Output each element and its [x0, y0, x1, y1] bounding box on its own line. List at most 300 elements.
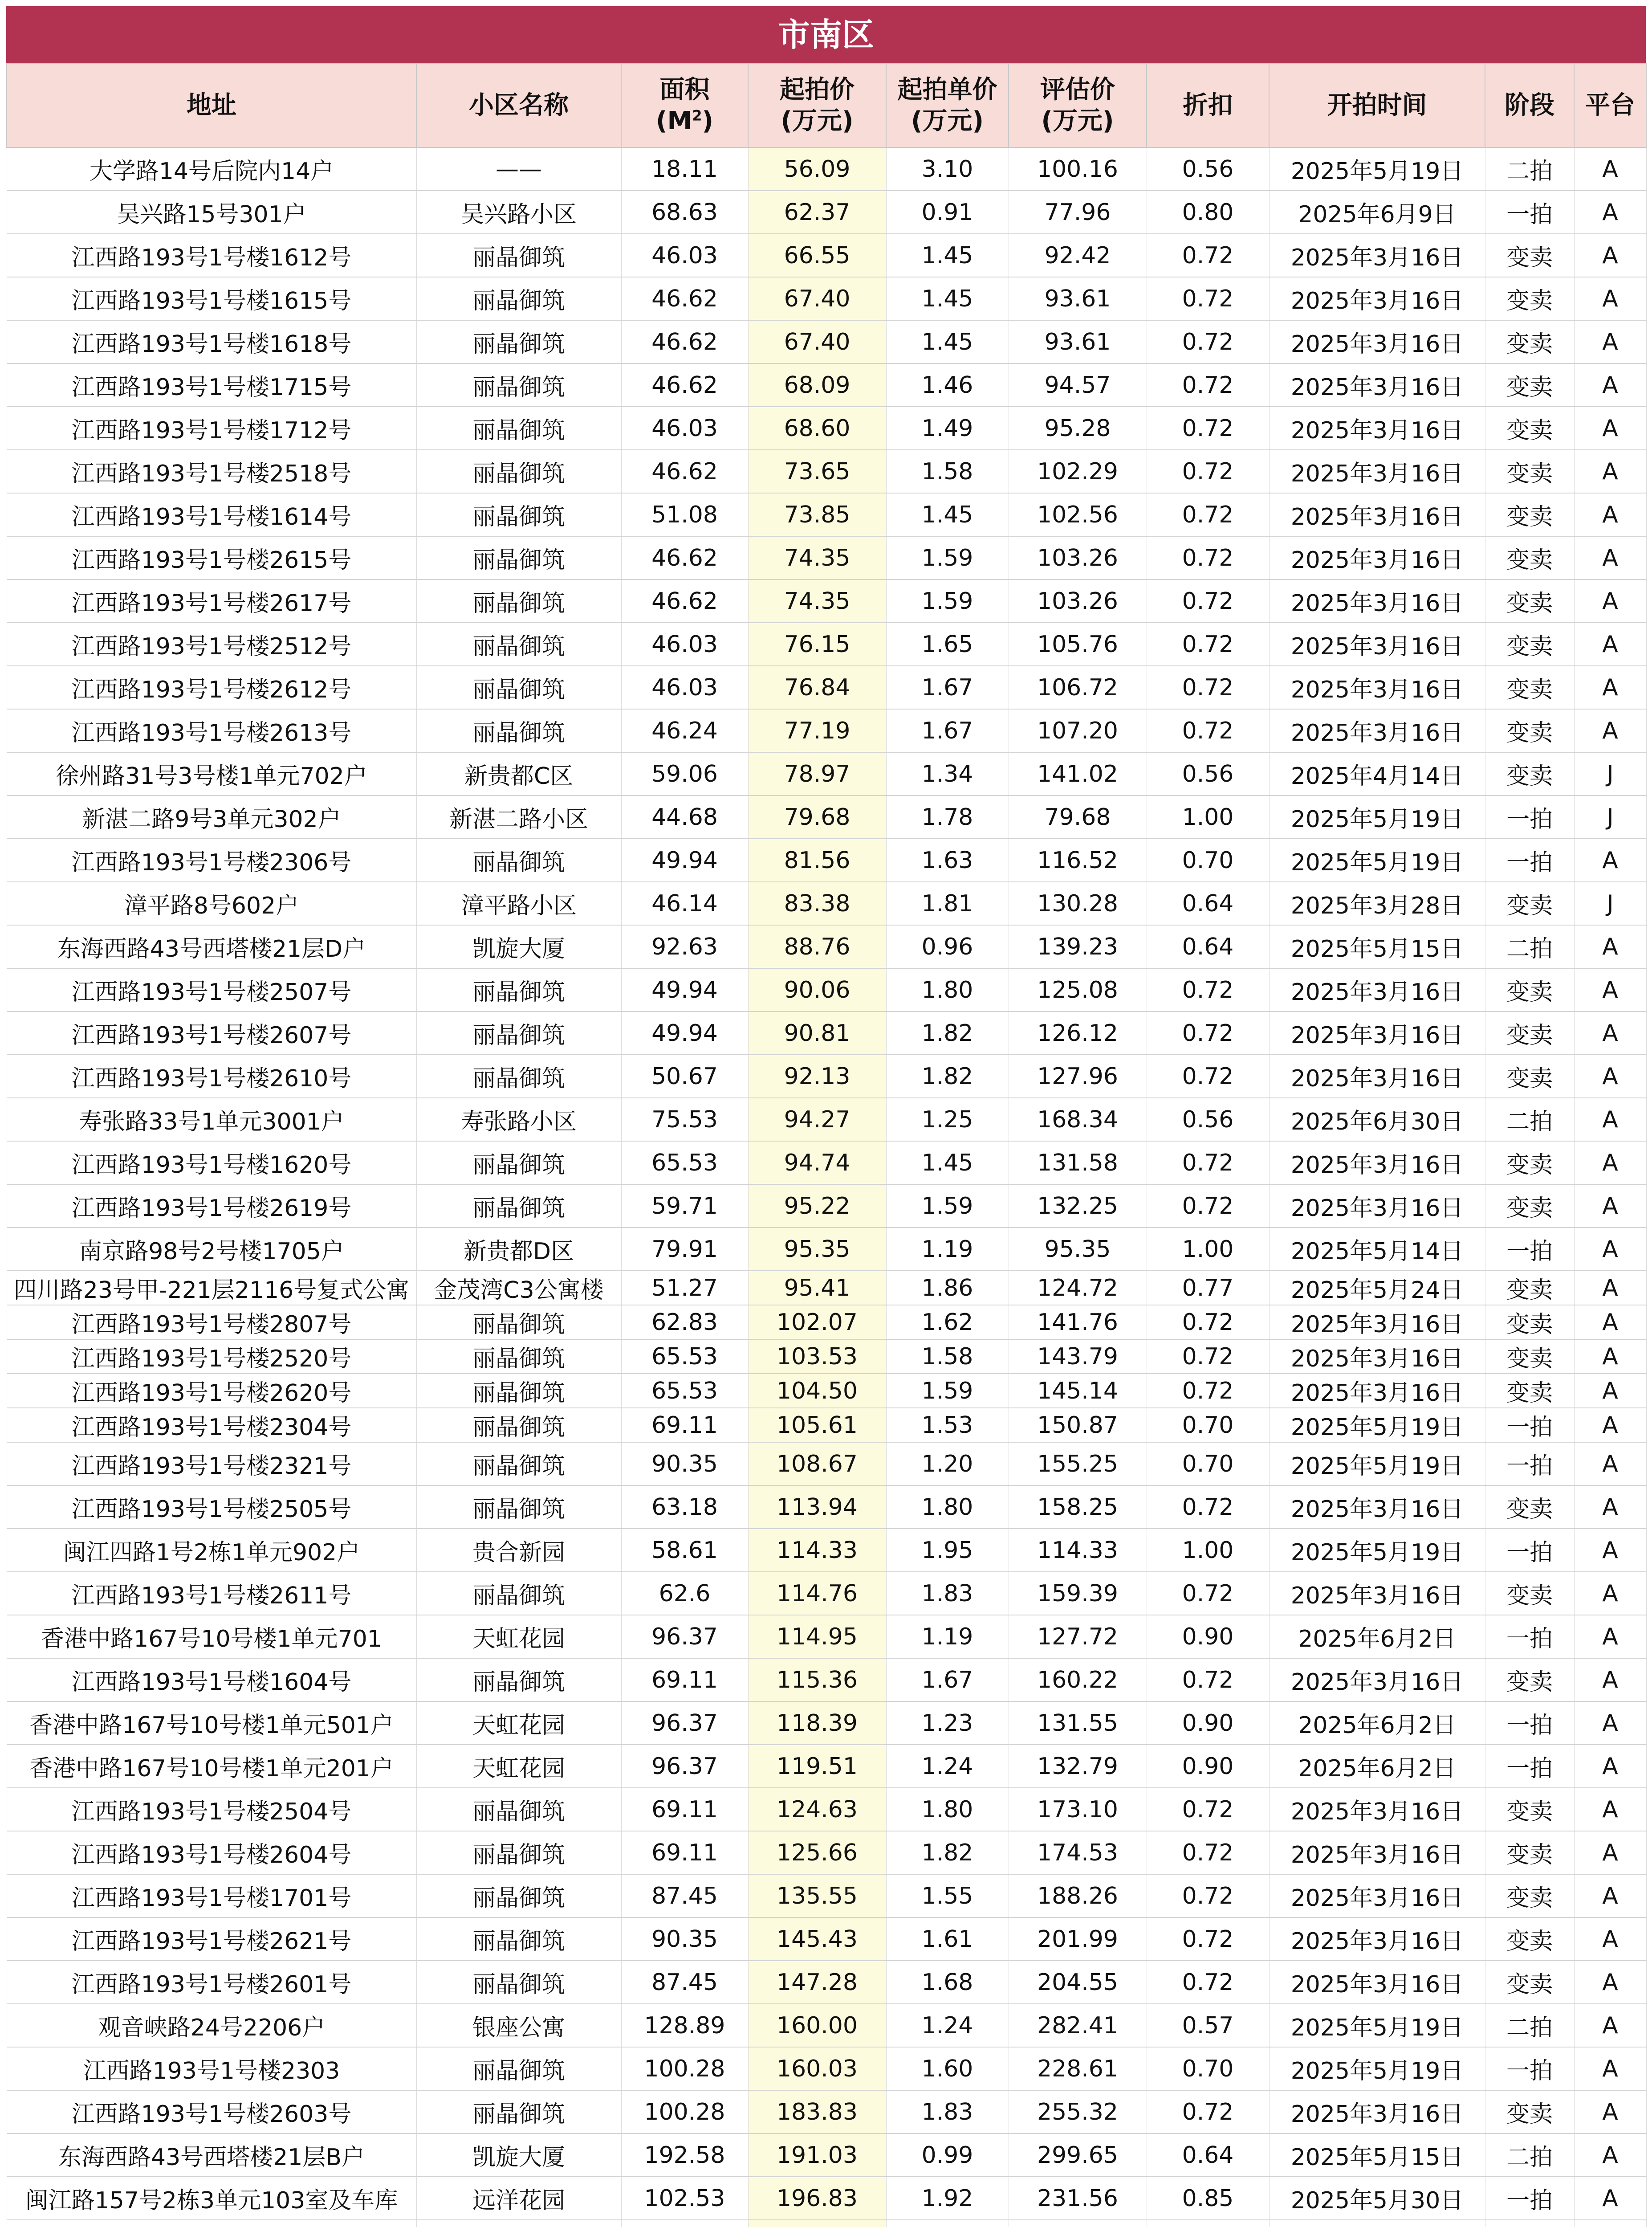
cell-address: 江西路193号1号楼2512号 — [7, 623, 416, 666]
cell-start-price: 94.74 — [748, 1141, 886, 1184]
cell-start-time: 2025年5月19日 — [1269, 1529, 1485, 1572]
cell-discount — [1147, 2220, 1269, 2227]
cell-platform: A — [1574, 147, 1646, 191]
cell-address: 江西路193号1号楼2615号 — [7, 536, 416, 579]
cell-area: 46.62 — [621, 363, 748, 407]
cell-area: 90.35 — [621, 1442, 748, 1485]
table-row — [7, 925, 1646, 968]
cell-discount: 0.77 — [1147, 1271, 1269, 1305]
cell-appraisal: 150.87 — [1009, 1408, 1147, 1442]
cell-discount: 0.56 — [1147, 1098, 1269, 1141]
cell-unit-price: 1.59 — [886, 579, 1009, 623]
cell-unit-price: 3.10 — [886, 147, 1009, 191]
cell-stage: 变卖 — [1485, 623, 1574, 666]
cell-start-time: 2025年3月16日 — [1269, 1831, 1485, 1874]
header-address: 地址 — [7, 64, 416, 147]
table-row — [7, 1745, 1646, 1788]
cell-area: 46.62 — [621, 536, 748, 579]
cell-start-price: 104.50 — [748, 1374, 886, 1408]
cell-platform: A — [1574, 536, 1646, 579]
cell-address: 江西路193号1号楼2612号 — [7, 666, 416, 709]
cell-address: 香港中路167号10号楼1单元501户 — [7, 1701, 416, 1745]
cell-discount: 0.72 — [1147, 2090, 1269, 2133]
cell-address: 江西路193号1号楼2601号 — [7, 1961, 416, 2004]
cell-community: 丽晶御筑 — [416, 1012, 621, 1055]
cell-stage: 一拍 — [1485, 191, 1574, 234]
cell-address — [7, 2220, 416, 2227]
cell-appraisal: 155.25 — [1009, 1442, 1147, 1485]
cell-community: 丽晶御筑 — [416, 709, 621, 752]
cell-appraisal: 143.79 — [1009, 1339, 1147, 1374]
cell-address: 新湛二路9号3单元302户 — [7, 795, 416, 839]
cell-community: 丽晶御筑 — [416, 1572, 621, 1615]
cell-discount: 0.72 — [1147, 623, 1269, 666]
cell-discount: 0.72 — [1147, 709, 1269, 752]
cell-stage: 变卖 — [1485, 1305, 1574, 1339]
cell-discount: 0.72 — [1147, 1917, 1269, 1961]
cell-start-time: 2025年3月16日 — [1269, 579, 1485, 623]
cell-appraisal: 131.55 — [1009, 1701, 1147, 1745]
cell-address: 江西路193号1号楼2304号 — [7, 1408, 416, 1442]
cell-stage: 变卖 — [1485, 752, 1574, 795]
cell-address: 江西路193号1号楼2617号 — [7, 579, 416, 623]
cell-address: 东海西路43号西塔楼21层B户 — [7, 2133, 416, 2177]
cell-appraisal: 107.20 — [1009, 709, 1147, 752]
cell-discount: 0.72 — [1147, 536, 1269, 579]
table-row — [7, 752, 1646, 795]
cell-community: 丽晶御筑 — [416, 536, 621, 579]
cell-community: 丽晶御筑 — [416, 2090, 621, 2133]
header-start-price-line1: 起拍价 — [780, 75, 854, 104]
cell-community: 新贵都D区 — [416, 1228, 621, 1271]
cell-stage: 变卖 — [1485, 1339, 1574, 1374]
cell-start-time: 2025年5月19日 — [1269, 1442, 1485, 1485]
cell-unit-price: 0.99 — [886, 2133, 1009, 2177]
cell-address: 四川路23号甲-221层2116号复式公寓 — [7, 1271, 416, 1305]
cell-appraisal: 126.12 — [1009, 1012, 1147, 1055]
cell-stage: 二拍 — [1485, 2004, 1574, 2047]
cell-unit-price: 1.86 — [886, 1271, 1009, 1305]
cell-stage: 二拍 — [1485, 2133, 1574, 2177]
cell-appraisal: 188.26 — [1009, 1874, 1147, 1917]
cell-platform: A — [1574, 1961, 1646, 2004]
cell-unit-price: 1.45 — [886, 277, 1009, 320]
cell-unit-price: 1.95 — [886, 1529, 1009, 1572]
cell-discount: 0.80 — [1147, 191, 1269, 234]
cell-area: 51.08 — [621, 493, 748, 536]
cell-start-price: 183.83 — [748, 2090, 886, 2133]
cell-platform — [1574, 2220, 1646, 2227]
cell-stage: 变卖 — [1485, 1788, 1574, 1831]
table-row — [7, 2220, 1646, 2227]
cell-platform: A — [1574, 2047, 1646, 2090]
table-row — [7, 536, 1646, 579]
cell-start-time: 2025年5月15日 — [1269, 2133, 1485, 2177]
cell-appraisal: 95.28 — [1009, 407, 1147, 450]
cell-community: 丽晶御筑 — [416, 320, 621, 363]
cell-stage: 变卖 — [1485, 450, 1574, 493]
cell-start-price: 118.39 — [748, 1701, 886, 1745]
cell-start-time — [1269, 2220, 1485, 2227]
cell-community: —— — [416, 147, 621, 191]
cell-appraisal: 77.96 — [1009, 191, 1147, 234]
cell-stage: 变卖 — [1485, 493, 1574, 536]
cell-start-price: 114.33 — [748, 1529, 886, 1572]
cell-appraisal: 114.33 — [1009, 1529, 1147, 1572]
table-row — [7, 1098, 1646, 1141]
cell-stage: 一拍 — [1485, 1442, 1574, 1485]
table-row — [7, 1271, 1646, 1305]
cell-address: 江西路193号1号楼2611号 — [7, 1572, 416, 1615]
table-row — [7, 1874, 1646, 1917]
cell-unit-price: 1.59 — [886, 1374, 1009, 1408]
cell-start-price: 145.43 — [748, 1917, 886, 1961]
cell-area: 87.45 — [621, 1874, 748, 1917]
table-row — [7, 1374, 1646, 1408]
cell-start-time: 2025年6月2日 — [1269, 1615, 1485, 1658]
table-row — [7, 882, 1646, 925]
cell-start-time: 2025年3月16日 — [1269, 623, 1485, 666]
table-row — [7, 1012, 1646, 1055]
cell-appraisal: 145.14 — [1009, 1374, 1147, 1408]
cell-address: 江西路193号1号楼2306号 — [7, 839, 416, 882]
header-area — [621, 64, 748, 147]
cell-platform: A — [1574, 968, 1646, 1012]
cell-start-price: 160.03 — [748, 2047, 886, 2090]
cell-area: 96.37 — [621, 1701, 748, 1745]
cell-appraisal: 204.55 — [1009, 1961, 1147, 2004]
cell-start-time: 2025年3月16日 — [1269, 1305, 1485, 1339]
cell-platform: A — [1574, 1055, 1646, 1098]
cell-address: 江西路193号1号楼2621号 — [7, 1917, 416, 1961]
table-row — [7, 363, 1646, 407]
cell-start-time: 2025年3月16日 — [1269, 1874, 1485, 1917]
cell-discount: 0.72 — [1147, 1339, 1269, 1374]
cell-start-price: 76.84 — [748, 666, 886, 709]
cell-start-price: 196.83 — [748, 2177, 886, 2220]
cell-start-time: 2025年3月16日 — [1269, 1485, 1485, 1529]
cell-discount: 0.72 — [1147, 1141, 1269, 1184]
cell-stage: 变卖 — [1485, 320, 1574, 363]
cell-stage: 一拍 — [1485, 1529, 1574, 1572]
table-row — [7, 2133, 1646, 2177]
cell-discount: 0.72 — [1147, 1485, 1269, 1529]
cell-community: 丽晶御筑 — [416, 234, 621, 277]
cell-discount: 0.56 — [1147, 752, 1269, 795]
cell-appraisal: 173.10 — [1009, 1788, 1147, 1831]
cell-platform: J — [1574, 752, 1646, 795]
cell-unit-price: 1.24 — [886, 1745, 1009, 1788]
cell-unit-price: 1.82 — [886, 1012, 1009, 1055]
cell-unit-price: 1.80 — [886, 1485, 1009, 1529]
cell-community: 丽晶御筑 — [416, 1485, 621, 1529]
header-community: 小区名称 — [416, 64, 621, 147]
cell-address: 江西路193号1号楼2604号 — [7, 1831, 416, 1874]
cell-area: 63.18 — [621, 1485, 748, 1529]
header-discount: 折扣 — [1147, 64, 1269, 147]
cell-discount: 0.90 — [1147, 1615, 1269, 1658]
table-row — [7, 1305, 1646, 1339]
cell-community: 丽晶御筑 — [416, 1305, 621, 1339]
table-row — [7, 579, 1646, 623]
table-row — [7, 234, 1646, 277]
auction-table — [6, 63, 1647, 2227]
cell-area: 69.11 — [621, 1831, 748, 1874]
cell-start-price: 95.22 — [748, 1184, 886, 1228]
cell-platform: A — [1574, 709, 1646, 752]
cell-unit-price: 1.59 — [886, 1184, 1009, 1228]
header-appraisal-line1: 评估价 — [1040, 75, 1115, 104]
cell-start-price: 90.81 — [748, 1012, 886, 1055]
cell-discount: 0.72 — [1147, 234, 1269, 277]
cell-area: 69.11 — [621, 1408, 748, 1442]
cell-stage: 变卖 — [1485, 1572, 1574, 1615]
cell-unit-price: 1.23 — [886, 1701, 1009, 1745]
cell-stage: 变卖 — [1485, 277, 1574, 320]
cell-appraisal: 159.39 — [1009, 1572, 1147, 1615]
cell-address: 江西路193号1号楼2518号 — [7, 450, 416, 493]
cell-start-time: 2025年5月19日 — [1269, 2047, 1485, 2090]
cell-address: 江西路193号1号楼2613号 — [7, 709, 416, 752]
cell-platform: A — [1574, 1271, 1646, 1305]
auction-sheet — [6, 6, 1646, 2227]
cell-start-price: 76.15 — [748, 623, 886, 666]
cell-unit-price: 1.83 — [886, 1572, 1009, 1615]
cell-community: 新湛二路小区 — [416, 795, 621, 839]
cell-unit-price: 1.81 — [886, 882, 1009, 925]
cell-start-price: 113.94 — [748, 1485, 886, 1529]
cell-appraisal: 100.16 — [1009, 147, 1147, 191]
cell-start-price: 124.63 — [748, 1788, 886, 1831]
cell-appraisal: 132.79 — [1009, 1745, 1147, 1788]
cell-area: 87.45 — [621, 1961, 748, 2004]
cell-unit-price: 1.19 — [886, 1615, 1009, 1658]
cell-discount: 0.64 — [1147, 882, 1269, 925]
cell-address: 漳平路8号602户 — [7, 882, 416, 925]
cell-area: 58.61 — [621, 1529, 748, 1572]
cell-address: 江西路193号1号楼1715号 — [7, 363, 416, 407]
cell-appraisal: 231.56 — [1009, 2177, 1147, 2220]
cell-appraisal: 102.56 — [1009, 493, 1147, 536]
cell-address: 江西路193号1号楼2807号 — [7, 1305, 416, 1339]
table-row — [7, 666, 1646, 709]
cell-community: 远洋花园 — [416, 2177, 621, 2220]
cell-start-price: 114.95 — [748, 1615, 886, 1658]
cell-start-time: 2025年3月16日 — [1269, 363, 1485, 407]
cell-discount: 0.72 — [1147, 1055, 1269, 1098]
cell-appraisal: 131.58 — [1009, 1141, 1147, 1184]
cell-start-time: 2025年5月19日 — [1269, 795, 1485, 839]
cell-platform: A — [1574, 1788, 1646, 1831]
cell-unit-price: 1.83 — [886, 2090, 1009, 2133]
cell-appraisal: 127.96 — [1009, 1055, 1147, 1098]
cell-discount: 0.72 — [1147, 579, 1269, 623]
cell-start-time: 2025年5月15日 — [1269, 925, 1485, 968]
cell-discount: 0.72 — [1147, 1788, 1269, 1831]
cell-start-time: 2025年3月16日 — [1269, 277, 1485, 320]
cell-area: 62.83 — [621, 1305, 748, 1339]
cell-area: 46.03 — [621, 234, 748, 277]
cell-discount: 0.70 — [1147, 2047, 1269, 2090]
cell-start-price: 74.35 — [748, 579, 886, 623]
cell-start-price: 114.76 — [748, 1572, 886, 1615]
header-area-line1: 面积 — [659, 75, 710, 104]
cell-start-time: 2025年3月16日 — [1269, 1141, 1485, 1184]
header-start-price — [748, 64, 886, 147]
cell-start-price: 160.00 — [748, 2004, 886, 2047]
cell-area: 100.28 — [621, 2090, 748, 2133]
header-stage: 阶段 — [1485, 64, 1574, 147]
table-row — [7, 1055, 1646, 1098]
cell-platform: A — [1574, 450, 1646, 493]
cell-appraisal: 228.61 — [1009, 2047, 1147, 2090]
cell-stage: 二拍 — [1485, 1098, 1574, 1141]
cell-stage: 一拍 — [1485, 1228, 1574, 1271]
cell-discount: 0.70 — [1147, 839, 1269, 882]
cell-community: 丽晶御筑 — [416, 1917, 621, 1961]
cell-start-price: 95.35 — [748, 1228, 886, 1271]
cell-address: 江西路193号1号楼2507号 — [7, 968, 416, 1012]
cell-address: 大学路14号后院内14户 — [7, 147, 416, 191]
cell-address: 江西路193号1号楼2504号 — [7, 1788, 416, 1831]
cell-discount: 0.72 — [1147, 450, 1269, 493]
header-start-price-line2: (万元) — [781, 106, 854, 135]
cell-discount: 0.72 — [1147, 407, 1269, 450]
cell-discount: 0.72 — [1147, 1961, 1269, 2004]
table-row — [7, 1408, 1646, 1442]
cell-stage: 变卖 — [1485, 1961, 1574, 2004]
cell-discount: 0.72 — [1147, 968, 1269, 1012]
table-row — [7, 1339, 1646, 1374]
cell-unit-price: 1.45 — [886, 234, 1009, 277]
cell-community: 丽晶御筑 — [416, 1184, 621, 1228]
cell-start-price: 62.37 — [748, 191, 886, 234]
cell-unit-price: 1.46 — [886, 363, 1009, 407]
cell-stage: 变卖 — [1485, 363, 1574, 407]
table-row — [7, 147, 1646, 191]
cell-area: 92.63 — [621, 925, 748, 968]
cell-discount: 0.90 — [1147, 1701, 1269, 1745]
cell-stage: 变卖 — [1485, 1658, 1574, 1701]
cell-area: 100.28 — [621, 2047, 748, 2090]
cell-unit-price: 1.24 — [886, 2004, 1009, 2047]
cell-discount: 0.72 — [1147, 363, 1269, 407]
cell-appraisal: 124.72 — [1009, 1271, 1147, 1305]
cell-appraisal: 174.53 — [1009, 1831, 1147, 1874]
cell-discount: 0.85 — [1147, 2177, 1269, 2220]
cell-start-time: 2025年6月9日 — [1269, 191, 1485, 234]
cell-platform: J — [1574, 795, 1646, 839]
cell-discount: 0.72 — [1147, 320, 1269, 363]
cell-stage — [1485, 2220, 1574, 2227]
cell-platform: A — [1574, 1745, 1646, 1788]
cell-appraisal: 139.23 — [1009, 925, 1147, 968]
cell-community: 银座公寓 — [416, 2004, 621, 2047]
cell-start-price: 66.55 — [748, 234, 886, 277]
table-row — [7, 1228, 1646, 1271]
cell-platform: A — [1574, 839, 1646, 882]
cell-stage: 变卖 — [1485, 1184, 1574, 1228]
cell-start-price: 73.65 — [748, 450, 886, 493]
cell-area: 192.58 — [621, 2133, 748, 2177]
table-row — [7, 1529, 1646, 1572]
cell-unit-price: 1.68 — [886, 1961, 1009, 2004]
cell-start-time: 2025年5月19日 — [1269, 147, 1485, 191]
cell-area: 51.27 — [621, 1271, 748, 1305]
cell-community: 丽晶御筑 — [416, 1831, 621, 1874]
cell-platform: A — [1574, 191, 1646, 234]
cell-address: 江西路193号1号楼2610号 — [7, 1055, 416, 1098]
cell-unit-price: 1.78 — [886, 795, 1009, 839]
cell-community: 丽晶御筑 — [416, 1408, 621, 1442]
cell-address: 闽江四路1号2栋1单元902户 — [7, 1529, 416, 1572]
cell-platform: A — [1574, 1098, 1646, 1141]
cell-unit-price: 1.58 — [886, 1339, 1009, 1374]
header-unit-price-line1: 起拍单价 — [897, 75, 997, 104]
cell-area: 96.37 — [621, 1615, 748, 1658]
header-area-close: ) — [702, 106, 714, 135]
cell-start-time: 2025年3月16日 — [1269, 1658, 1485, 1701]
table-row — [7, 2047, 1646, 2090]
table-row — [7, 1831, 1646, 1874]
header-area-unit: (M — [655, 106, 692, 135]
cell-stage: 一拍 — [1485, 1745, 1574, 1788]
cell-address: 江西路193号1号楼1604号 — [7, 1658, 416, 1701]
cell-start-time: 2025年5月19日 — [1269, 1408, 1485, 1442]
cell-stage: 一拍 — [1485, 1615, 1574, 1658]
cell-start-time: 2025年3月16日 — [1269, 666, 1485, 709]
cell-discount: 0.72 — [1147, 493, 1269, 536]
cell-unit-price: 0.96 — [886, 925, 1009, 968]
cell-platform: A — [1574, 363, 1646, 407]
table-row — [7, 709, 1646, 752]
cell-discount: 0.56 — [1147, 147, 1269, 191]
cell-unit-price — [886, 2220, 1009, 2227]
cell-start-time: 2025年6月30日 — [1269, 1098, 1485, 1141]
cell-platform: A — [1574, 2090, 1646, 2133]
cell-start-time: 2025年3月16日 — [1269, 1374, 1485, 1408]
cell-appraisal: 92.42 — [1009, 234, 1147, 277]
cell-platform: A — [1574, 1408, 1646, 1442]
cell-unit-price: 1.55 — [886, 1874, 1009, 1917]
cell-unit-price: 1.61 — [886, 1917, 1009, 1961]
cell-start-price: 68.09 — [748, 363, 886, 407]
cell-appraisal: 125.08 — [1009, 968, 1147, 1012]
cell-address: 江西路193号1号楼2505号 — [7, 1485, 416, 1529]
table-row — [7, 407, 1646, 450]
cell-area: 96.37 — [621, 1745, 748, 1788]
cell-discount: 0.64 — [1147, 925, 1269, 968]
cell-unit-price: 1.60 — [886, 2047, 1009, 2090]
cell-address: 江西路193号1号楼1620号 — [7, 1141, 416, 1184]
cell-discount: 0.70 — [1147, 1408, 1269, 1442]
cell-start-time: 2025年3月16日 — [1269, 320, 1485, 363]
cell-start-time: 2025年6月2日 — [1269, 1745, 1485, 1788]
table-row — [7, 191, 1646, 234]
cell-start-time: 2025年6月2日 — [1269, 1701, 1485, 1745]
cell-stage: 变卖 — [1485, 666, 1574, 709]
cell-unit-price: 1.65 — [886, 623, 1009, 666]
cell-stage: 变卖 — [1485, 234, 1574, 277]
cell-community: 丽晶御筑 — [416, 1442, 621, 1485]
cell-appraisal: 127.72 — [1009, 1615, 1147, 1658]
cell-address: 江西路193号1号楼2520号 — [7, 1339, 416, 1374]
cell-start-price: 108.67 — [748, 1442, 886, 1485]
cell-platform: A — [1574, 1831, 1646, 1874]
cell-start-price: 88.76 — [748, 925, 886, 968]
cell-start-price: 74.35 — [748, 536, 886, 579]
cell-start-time: 2025年3月28日 — [1269, 882, 1485, 925]
